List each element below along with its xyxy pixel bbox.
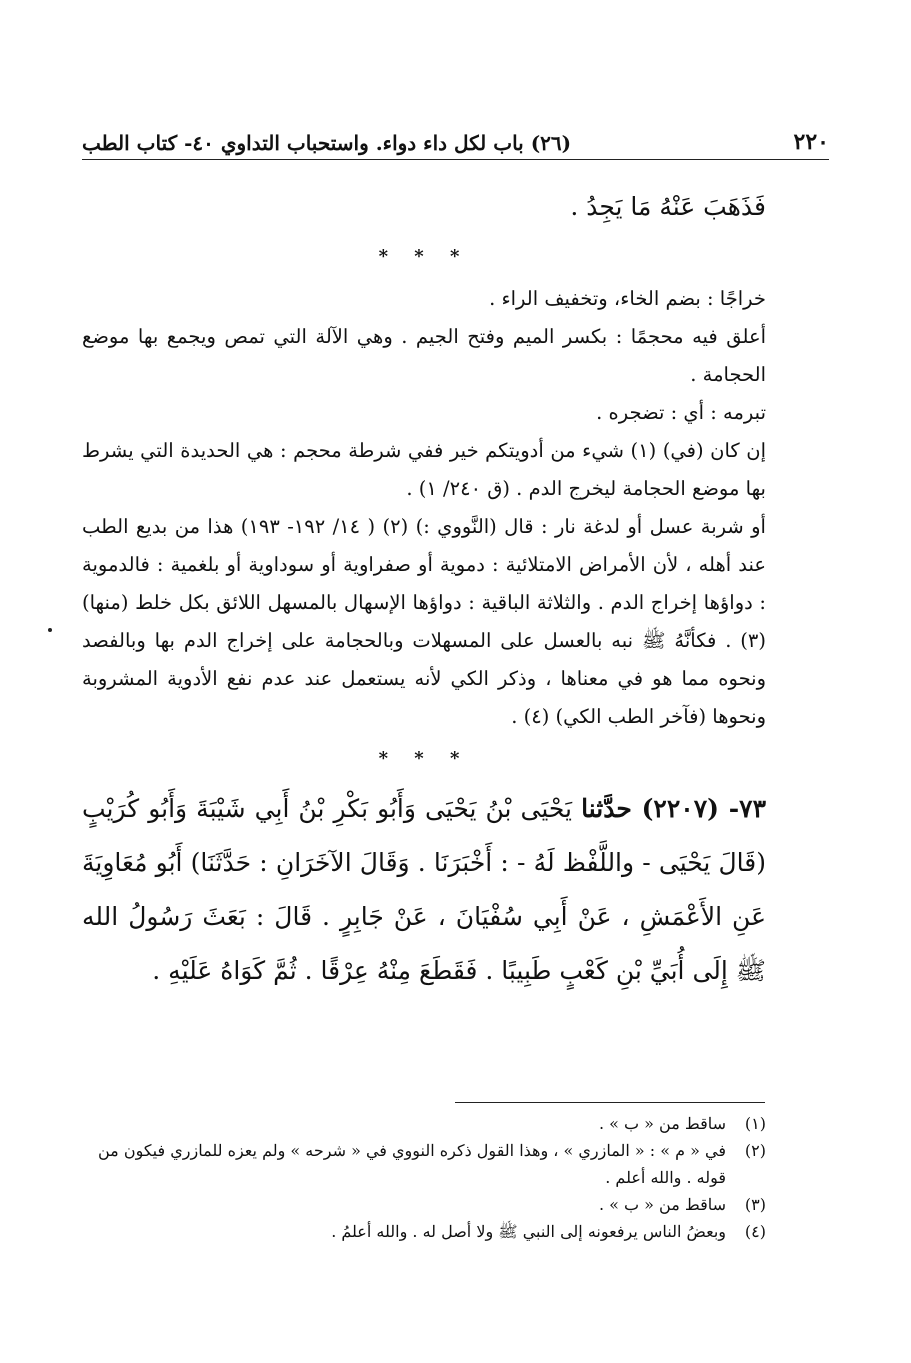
hadith-number: ٧٣- (٢٢٠٧) حدَّثنا: [581, 794, 766, 823]
commentary-paragraph: تبرمه : أي : تضجره .: [596, 401, 766, 424]
hadith-text: يَحْيَى بْنُ يَحْيَى وَأَبُو بَكْرِ بْنُ أَبِي شَيْبَةَ وَأَبُو كُرَيْبٍ (قَالَ يَحْيَى - واللَّفْظ لَهُ - : أَخْبَرَنَا . وَقَالَ الآخَرَانِ : حَدَّثَنَا) أَبُو مُعَاوِيَةَ عَنِ الأَعْمَشِ ، عَنْ أَبِي سُفْيَانَ ، عَنْ جَابِرٍ . قَالَ : بَعَثَ رَسُولُ الله ﷺ إِلَى أُبَيِّ بْنِ كَعْبٍ طَبِيبًا . فَقَطَعَ مِنْهُ عِرْقًا . ثُمَّ كَوَاهُ عَلَيْهِ .: [82, 794, 766, 985]
footnote: [82, 1191, 766, 1218]
footnote: [82, 1218, 766, 1245]
footnote-number: (٤): [744, 1222, 766, 1241]
margin-mark: [48, 628, 52, 632]
footnote-text: ساقط من « ب » .: [598, 1114, 726, 1133]
footnote-text: في « م » : « المازري » ، وهذا القول ذكره النووي في « شرحه » ولم يعزه للمازري فيكون من قوله . والله أعلم .: [97, 1141, 726, 1187]
footnote-text: وبعضُ الناس يرفعونه إلى النبي ﷺ ولا أصل له . والله أعلمُ .: [331, 1222, 726, 1241]
page-number: ٢٢٠: [793, 129, 829, 155]
section-separator: * * *: [378, 246, 470, 267]
footnote-number: (٣): [744, 1195, 766, 1214]
chapter-title: (٢٦) باب لكل داء دواء. واستحباب التداوي ٤٠- كتاب الطب: [82, 131, 572, 155]
footnote-text: ساقط من « ب » .: [598, 1195, 726, 1214]
section-separator: * * *: [378, 748, 470, 769]
commentary-paragraph: إن كان (في) (١) شيء من أدويتكم خير ففي شرطة محجم : هي الحديدة التي يشرط بها موضع الحجامة ليخرج الدم . (ق ٢٤٠/ ١) .: [82, 439, 766, 500]
hadith-ending-line: فَذَهَبَ عَنْهُ مَا يَجِدُ .: [570, 192, 766, 221]
commentary-paragraph: خراجًا : بضم الخاء، وتخفيف الراء .: [489, 287, 766, 310]
footnote-number: (٢): [744, 1141, 766, 1160]
footnote: [82, 1110, 766, 1137]
footnote-rule: [455, 1102, 765, 1103]
footnotes: [82, 1110, 766, 1245]
footnote: [82, 1137, 766, 1191]
commentary-paragraph: أعلق فيه محجمًا : بكسر الميم وفتح الجيم . وهي الآلة التي تمص ويجمع بها موضع الحجامة .: [82, 325, 766, 386]
main-text: [82, 180, 766, 998]
commentary-paragraph: أو شربة عسل أو لدغة نار : قال (النَّووي :) (٢) ( ١٤/ ١٩٢- ١٩٣) هذا من بديع الطب عند أهله ، لأن الأمراض الامتلائية : دموية أو صفراوية أو سوداوية أو بلغمية : فالدموية : دواؤها إخراج الدم . والثلاثة الباقية : دواؤها الإسهال بالمسهل اللائق بكل خلط (منها) (٣) . فكأنَّهُ ﷺ نبه بالعسل على المسهلات وبالحجامة على إخراج الدم بها وبالفصد ونحوه مما هو في معناها ، وذكر الكي لأنه يستعمل عند عدم نفع الأدوية المشروبة ونحوها (فآخر الطب الكي) (٤) .: [82, 515, 766, 728]
hadith-block: [82, 782, 766, 998]
running-header: [82, 120, 829, 160]
footnote-number: (١): [744, 1114, 766, 1133]
